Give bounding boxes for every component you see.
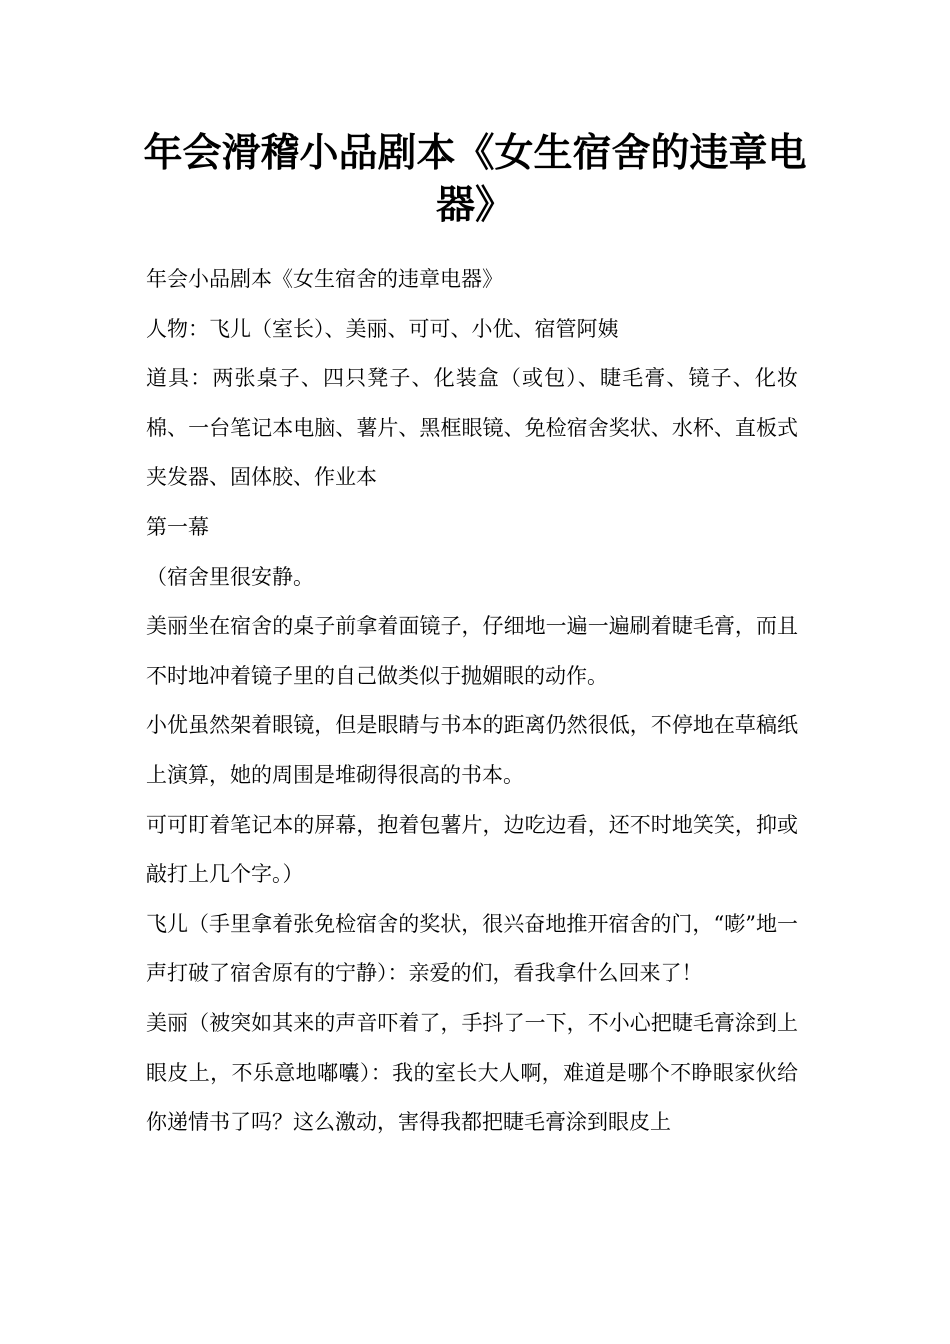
document-body bbox=[146, 255, 798, 1148]
props-paragraph: 道具：两张桌子、四只凳子、化装盒（或包）、睫毛膏、镜子、化妆棉、一台笔记本电脑、薯片、黑框眼镜、免检宿舍奖状、水杯、直板式夹发器、固体胶、作业本 bbox=[146, 366, 798, 490]
script-paragraph: 小优虽然架着眼镜，但是眼睛与书本的距离仍然很低，不停地在草稿纸上演算，她的周围是堆砌得很高的书本。 bbox=[146, 713, 798, 787]
script-paragraph: 美丽坐在宿舍的桌子前拿着面镜子，仔细地一遍一遍刷着睫毛膏，而且不时地冲着镜子里的自己做类似于抛媚眼的动作。 bbox=[146, 614, 798, 688]
characters-paragraph: 人物：飞儿（室长）、美丽、可可、小优、宿管阿姨 bbox=[146, 316, 619, 341]
subtitle-paragraph: 年会小品剧本《女生宿舍的违章电器》 bbox=[146, 267, 503, 291]
dialogue-paragraph: 美丽（被突如其来的声音吓着了，手抖了一下，不小心把睫毛膏涂到上眼皮上，不乐意地嘟囔）：我的室长大人啊，难道是哪个不睁眼家伙给你递情书了吗？这么激动，害得我都把睫毛膏涂到眼皮上 bbox=[146, 1010, 798, 1135]
dialogue-paragraph: 飞儿（手里拿着张免检宿舍的奖状，很兴奋地推开宿舍的门，“嘭”地一声打破了宿舍原有的宁静）：亲爱的们，看我拿什么回来了！ bbox=[146, 911, 798, 986]
document-title: 年会滑稽小品剧本《女生宿舍的违章电器》 bbox=[143, 131, 807, 228]
stage-direction-paragraph: （宿舍里很安静。 bbox=[146, 564, 314, 589]
script-paragraph: 可可盯着笔记本的屏幕，抱着包薯片，边吃边看，还不时地笑笑，抑或敲打上几个字。） bbox=[146, 812, 798, 887]
act-heading: 第一幕 bbox=[146, 514, 209, 539]
